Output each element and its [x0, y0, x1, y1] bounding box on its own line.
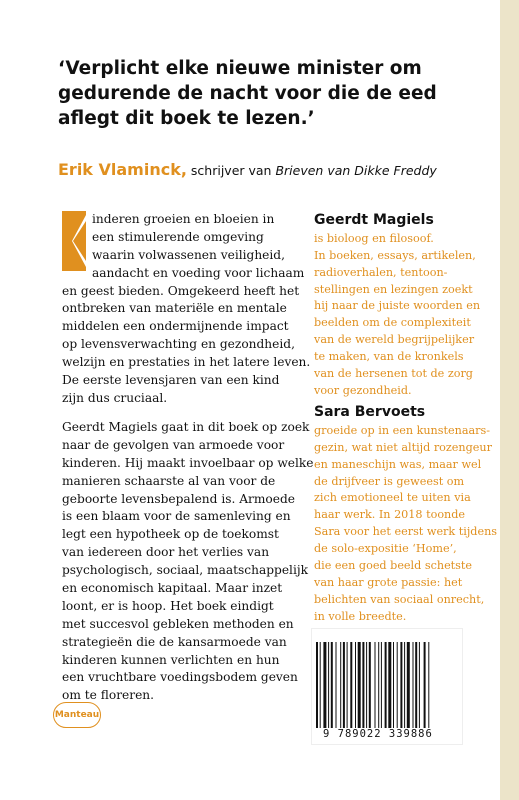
author-bio-sara-bervoets	[314, 404, 500, 626]
bio-line: stellingen en lezingen zoekt	[314, 282, 473, 296]
quote-line: aflegt dit boek te lezen.’	[58, 108, 315, 129]
text-line: welzijn en prestaties in het latere leven.	[62, 355, 311, 370]
quote-line: gedurende de nacht voor die de eed	[58, 83, 437, 104]
book-spine	[500, 0, 519, 800]
isbn-barcode	[314, 642, 458, 728]
bio-line: beelden om de complexiteit	[314, 316, 471, 330]
text-line: waarin volwassenen veiligheid,	[92, 247, 285, 262]
text-line: aandacht en voeding voor lichaam	[92, 265, 305, 280]
text-line: met succesvol gebleken methoden en	[62, 616, 294, 631]
bio-line: van haar grote passie: het	[314, 575, 463, 589]
text-line: inderen groeien en bloeien in	[92, 212, 275, 226]
text-line: van iedereen door het verlies van	[62, 545, 270, 560]
bio-line: van de wereld begrijpelijker	[314, 333, 475, 347]
quote-attribution	[58, 160, 437, 179]
bio-line: voor gezondheid.	[314, 383, 412, 397]
blurb-quote	[58, 56, 498, 131]
bio-line: die een goed beeld schetste	[314, 559, 473, 573]
bio-line: is bioloog en filosoof.	[314, 231, 434, 245]
bio-line: in volle breedte.	[314, 609, 407, 623]
attribution-role: schrijver van	[186, 163, 276, 178]
description-paragraph-1	[62, 211, 310, 408]
text-line: Geerdt Magiels gaat in dit boek op zoek	[62, 420, 310, 434]
text-line: en economisch kapitaal. Maar inzet	[62, 581, 283, 596]
bio-line: zich emotioneel te uiten via	[314, 491, 471, 505]
text-line: legt een hypotheek op de toekomst	[62, 527, 279, 542]
quote-line: ‘Verplicht elke nieuwe minister om	[58, 58, 422, 79]
text-line: De eerste levensjaren van een kind	[62, 373, 280, 388]
text-line: geboorte levensbepalend is. Armoede	[62, 491, 295, 506]
text-line: om te floreren.	[62, 688, 155, 703]
attribution-book-title: Brieven van Dikke Freddy	[275, 163, 437, 178]
text-line: en geest bieden. Omgekeerd heeft het	[62, 283, 300, 298]
bio-line: Sara voor het eerst werk tijdens	[314, 525, 498, 539]
bio-line: groeide op in een kunstenaars-	[314, 423, 491, 437]
text-line: kinderen. Hij maakt invoelbaar op welke	[62, 455, 314, 470]
text-line: naar de gevolgen van armoede voor	[62, 437, 285, 452]
text-line: strategieën die de kansarmoede van	[62, 634, 287, 649]
bio-line: de drijfveer is geweest om	[314, 474, 465, 488]
description-paragraph-2	[62, 419, 313, 705]
isbn-number: 9 789022 339886	[323, 728, 433, 740]
bio-line: haar werk. In 2018 toonde	[314, 508, 466, 522]
text-line: ontbreken van materiële en mentale	[62, 301, 287, 316]
text-line: een vruchtbare voedingsbodem geven	[62, 670, 298, 685]
bio-line: de solo-expositie ‘Home’,	[314, 542, 457, 556]
bio-line: gezin, wat niet altijd rozengeur	[314, 440, 492, 454]
bio-line: en maneschijn was, maar wel	[314, 457, 482, 471]
bio-line: belichten van sociaal onrecht,	[314, 592, 485, 606]
bio-line: van de hersenen tot de zorg	[314, 367, 473, 381]
author-bio-geerdt-magiels	[314, 212, 500, 400]
text-line: loont, er is hoop. Het boek eindigt	[62, 598, 274, 613]
text-line: middelen een ondermijnende impact	[62, 319, 289, 334]
text-line: zijn dus cruciaal.	[62, 390, 168, 405]
bio-line: te maken, van de kronkels	[314, 350, 464, 364]
text-line: is een blaam voor de samenleving en	[62, 509, 291, 524]
author-name: Sara Bervoets	[314, 404, 426, 420]
bio-line: radioverhalen, tentoon-	[314, 265, 448, 279]
text-line: manieren schaarste al van voor de	[62, 473, 276, 488]
attribution-name: Erik Vlaminck,	[58, 160, 187, 179]
text-line: op levensverwachting en gezondheid,	[62, 337, 295, 352]
text-line: psychologisch, sociaal, maatschappelijk	[62, 563, 309, 578]
author-name: Geerdt Magiels	[314, 212, 434, 228]
publisher-name: Manteau	[54, 710, 100, 720]
text-line: een stimulerende omgeving	[92, 229, 264, 244]
text-line: kinderen kunnen verlichten en hun	[62, 652, 280, 667]
bio-line: hij naar de juiste woorden en	[314, 299, 481, 313]
publisher-logo	[53, 702, 101, 728]
bio-line: In boeken, essays, artikelen,	[314, 248, 476, 262]
